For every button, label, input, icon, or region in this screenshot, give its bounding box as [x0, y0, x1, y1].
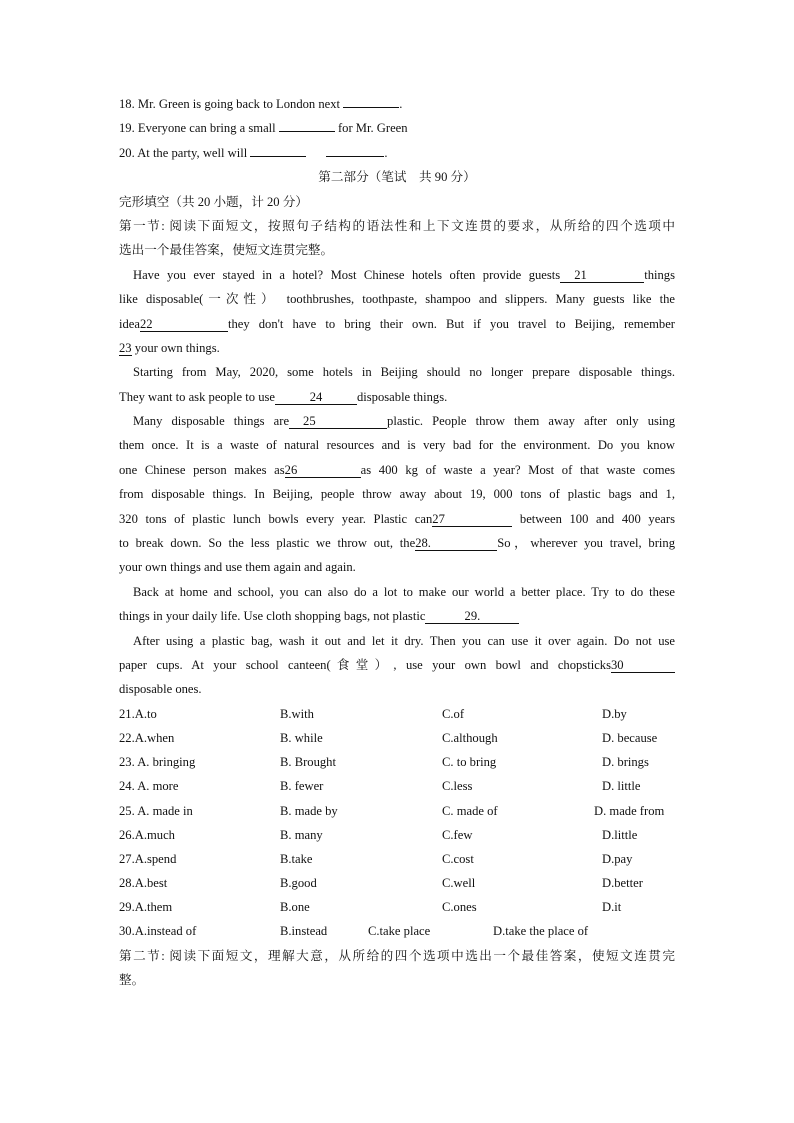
option: D.pay	[602, 851, 633, 866]
option-row-23	[119, 750, 675, 774]
passage-line: Have you ever stayed in a hotel? Most Chinese hotels often provide guests 21 things	[133, 267, 675, 282]
option: 23. A. bringing	[119, 755, 196, 770]
option: 21.A.to	[119, 706, 157, 721]
blank-18	[343, 107, 399, 108]
option: C.take place	[368, 924, 431, 939]
option: D.by	[602, 706, 627, 721]
passage-line: to break down. So the less plastic we throw out, the28. So，wherever you travel, bring	[119, 536, 675, 551]
blank-29: 29.	[425, 609, 519, 624]
passage-line: your own things and use them again and again.	[119, 560, 356, 575]
passage-line: After using a plastic bag, wash it out and let it dry. Then you can use it over again. Do not use	[133, 633, 675, 648]
option: D.better	[602, 876, 643, 891]
option: C.less	[442, 779, 473, 794]
passage-line: one Chinese person makes as26 as 400 kg of waste a year? Most of that waste comes	[119, 462, 675, 477]
blank-19	[279, 131, 335, 132]
option-row-21	[119, 702, 675, 726]
passage-line: idea22 they don't have to bring their own. But if you travel to Beijing, remember	[119, 316, 675, 331]
passage-line: paper cups. At your school canteen(食堂）, use your own bowl and chopsticks30	[119, 653, 675, 677]
option: 22.A.when	[119, 730, 175, 745]
option: B. made by	[280, 803, 338, 818]
option: D.take the place of	[493, 924, 589, 939]
option: B. fewer	[280, 779, 324, 794]
option: C. made of	[442, 803, 498, 818]
option: 25. A. made in	[119, 803, 193, 818]
option-row-25	[119, 799, 675, 823]
passage-line: They want to ask people to use 24 disposable things.	[119, 389, 448, 404]
option: D. brings	[602, 755, 649, 770]
option-row-22	[119, 726, 675, 750]
option: B.instead	[280, 924, 328, 939]
passage-line: 23 your own things.	[119, 340, 220, 355]
option-row-30	[119, 919, 675, 943]
option: D. made from	[594, 803, 665, 818]
option: B.good	[280, 876, 317, 891]
option: 30.A.instead of	[119, 924, 197, 939]
passage-line: like disposable(一次性） toothbrushes, toothpaste, shampoo and slippers. Many guests like the	[119, 292, 675, 307]
option: 28.A.best	[119, 876, 168, 891]
option: B.with	[280, 706, 314, 721]
option: D.little	[602, 827, 638, 842]
option: C.although	[442, 730, 498, 745]
option: B.take	[280, 851, 313, 866]
option: B. many	[280, 827, 323, 842]
blank-24: 24	[275, 390, 357, 405]
section1-instruction-1: 第一节: 阅读下面短文，按照句子结构的语法性和上下文连贯的要求，从所给的四个选项中	[119, 218, 675, 233]
option: C.well	[442, 876, 476, 891]
option-row-29	[119, 895, 675, 919]
section1-instruction-2: 选出一个最佳答案，使短文连贯完整。	[119, 243, 334, 258]
option: 29.A.them	[119, 900, 173, 915]
section-title: 完形填空（共 20 小题，计 20 分）	[119, 194, 308, 209]
exam-page	[119, 92, 675, 992]
blank-23: 23	[119, 340, 132, 355]
part-title: 第二部分（笔试 共 90 分）	[318, 170, 476, 185]
passage-line: Many disposable things are 25 plastic. People throw them away after only using	[133, 414, 676, 429]
option: D. little	[602, 779, 641, 794]
option-row-24	[119, 774, 675, 798]
passage-line: things in your daily life. Use cloth shopping bags, not plastic 29.	[119, 604, 675, 628]
option: B. while	[280, 730, 323, 745]
passage-line: from disposable things. In Beijing, people throw away about 19, 000 tons of plastic bags and 1,	[119, 487, 675, 502]
passage-line: Starting from May, 2020, some hotels in Beijing should no longer prepare disposable things.	[133, 365, 675, 380]
blank-30: 30	[611, 658, 675, 673]
passage-line: Back at home and school, you can also do a lot to make our world a better place. Try to do these	[133, 584, 675, 599]
option-row-26	[119, 823, 675, 847]
option-row-27	[119, 847, 675, 871]
option: C.cost	[442, 851, 474, 866]
blank-25: 25	[289, 414, 387, 429]
blank-26: 26	[285, 463, 361, 478]
question-18: 18. Mr. Green is going back to London next .	[119, 97, 403, 111]
option: C.few	[442, 827, 473, 842]
blank-20b	[326, 156, 384, 157]
question-19: 19. Everyone can bring a small for Mr. Green	[119, 121, 408, 136]
option: 27.A.spend	[119, 851, 177, 866]
option: C. to bring	[442, 755, 497, 770]
section2-instruction-2: 整。	[119, 973, 145, 988]
answer-options	[119, 702, 675, 944]
option: D. because	[602, 730, 658, 745]
option: C.of	[442, 706, 465, 721]
section2-instruction-1: 第二节: 阅读下面短文，理解大意，从所给的四个选项中选出一个最佳答案，使短文连贯完	[119, 948, 675, 963]
question-20: 20. At the party, well will .	[119, 145, 388, 160]
option: C.ones	[442, 900, 477, 915]
option: 24. A. more	[119, 779, 179, 794]
passage-line: 320 tons of plastic lunch bowls every year. Plastic can27 between 100 and 400 years	[119, 511, 675, 526]
blank-27: 27	[432, 512, 512, 527]
option: B.one	[280, 900, 310, 915]
blank-22: 22	[140, 317, 228, 332]
passage-line: them once. It is a waste of natural resources and is very bad for the environment. Do you know	[119, 438, 675, 453]
blank-28: 28.	[415, 536, 497, 551]
blank-20a	[250, 156, 306, 157]
passage-line: disposable ones.	[119, 682, 202, 697]
blank-21: 21	[560, 268, 644, 283]
option: 26.A.much	[119, 827, 175, 842]
option: B. Brought	[280, 755, 336, 770]
option-row-28	[119, 871, 675, 895]
option: D.it	[602, 900, 622, 915]
